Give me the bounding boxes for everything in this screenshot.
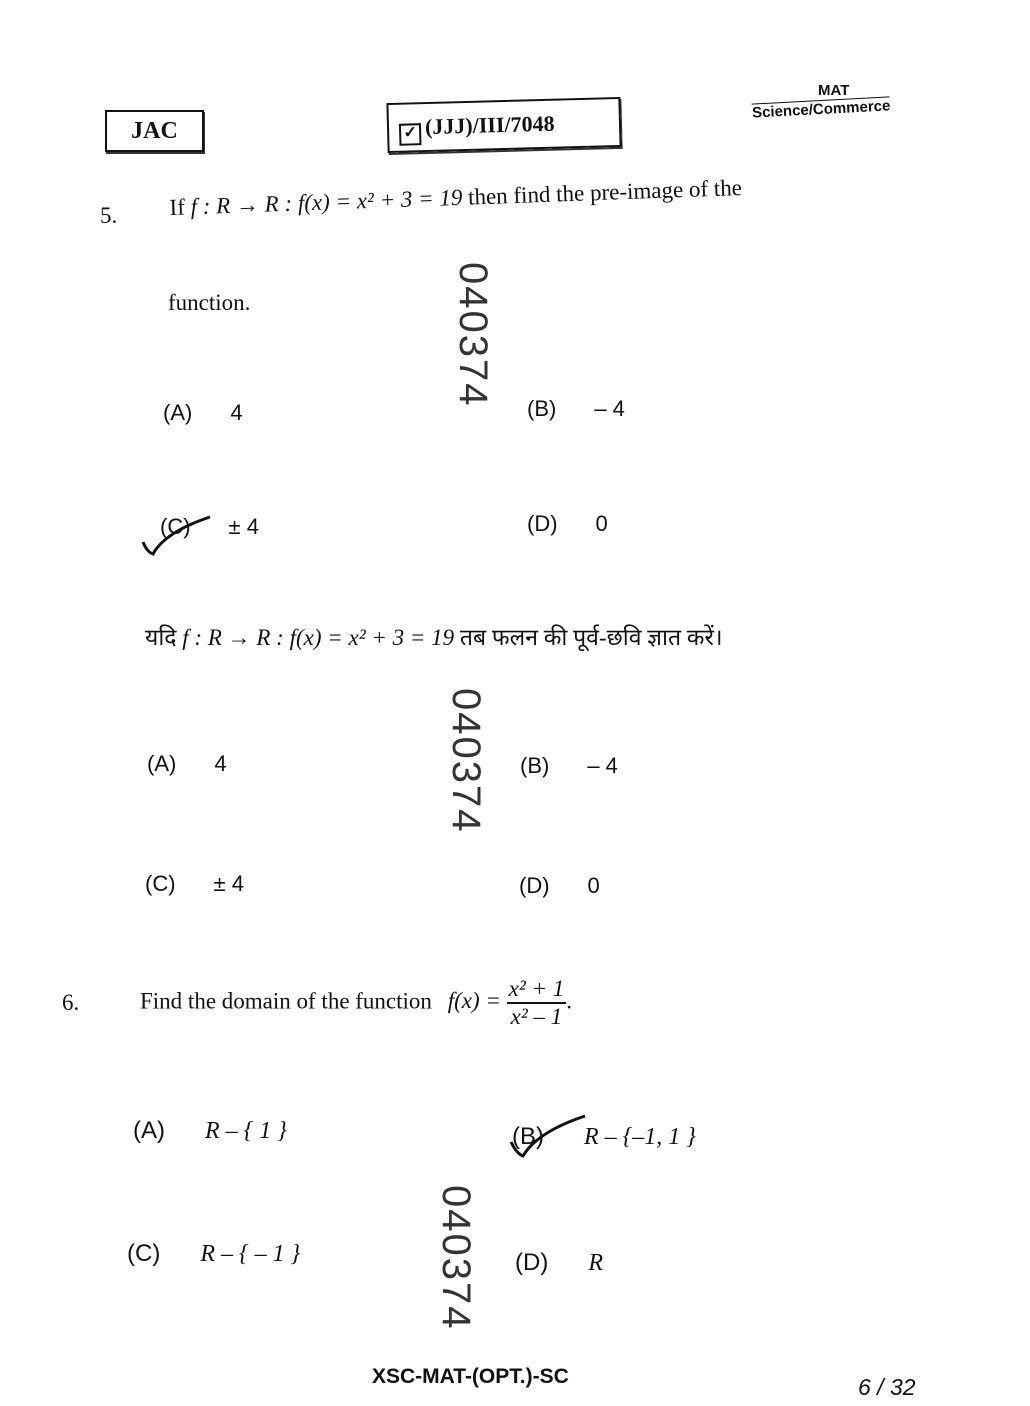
question-text-line2: function. (168, 290, 251, 315)
option-c: (C) ± 4 (160, 514, 259, 539)
question-text (169, 175, 742, 221)
paper-code (386, 97, 621, 153)
numerator: x² + 1 (507, 976, 567, 1004)
subject-label: MAT (818, 82, 850, 99)
option-b-hindi: (B) – 4 (520, 753, 618, 778)
question-number: 6. (62, 990, 80, 1015)
option-c: (C) R – { – 1 } (127, 1240, 301, 1267)
question-number: 5. (100, 203, 118, 228)
option-d: (D) 0 (527, 511, 608, 536)
serial-stamp: 040374 (434, 1185, 478, 1331)
function-label: f(x) = (447, 988, 501, 1014)
option-a: (A) 4 (163, 400, 243, 425)
stream-label: Science/Commerce (751, 97, 891, 122)
question-6-text: Find the domain of the function (140, 988, 432, 1014)
option-c-hindi: (C) ± 4 (145, 871, 244, 896)
option-a: (A) R – { 1 } (133, 1117, 287, 1144)
question-text: Find the domain of the function f(x) = $\frac{\text{x² + 1}}{\text{x² – 1}}$ . (140, 976, 572, 1029)
board-label: JAC (105, 110, 204, 152)
option-b: (B) – 4 (527, 396, 625, 421)
serial-stamp: 040374 (444, 688, 488, 834)
question-expression: f : R → R : f(x) = x² + 3 = 19 (190, 184, 463, 220)
checkbox-icon: ✓ (399, 123, 422, 146)
paper-code-text: (JJJ)/III/7048 (424, 110, 555, 140)
option-b: (B) R – {–1, 1 } (512, 1123, 696, 1150)
serial-stamp: 040374 (451, 262, 495, 408)
function-fraction (507, 976, 567, 1030)
footer-code: XSC-MAT-(OPT.)-SC (372, 1365, 569, 1388)
check-mark-icon (505, 1112, 590, 1160)
question-prefix: If (169, 194, 186, 221)
hindi-expression: f : R → R : f(x) = x² + 3 = 19 (182, 625, 455, 650)
check-mark-icon (135, 512, 215, 557)
option-a-hindi: (A) 4 (147, 751, 227, 776)
hindi-text-end: तब फलन की पूर्व-छवि ज्ञात करें। (459, 625, 723, 650)
page-number: 6 / 32 (858, 1374, 916, 1400)
denominator: x² – 1 (510, 1004, 563, 1029)
hindi-prefix: यदि (145, 625, 177, 650)
question-text-hindi (145, 620, 723, 652)
option-d-hindi: (D) 0 (519, 873, 600, 898)
question-text-end: then find the pre-image of the (467, 175, 743, 210)
option-d: (D) R (515, 1249, 603, 1276)
